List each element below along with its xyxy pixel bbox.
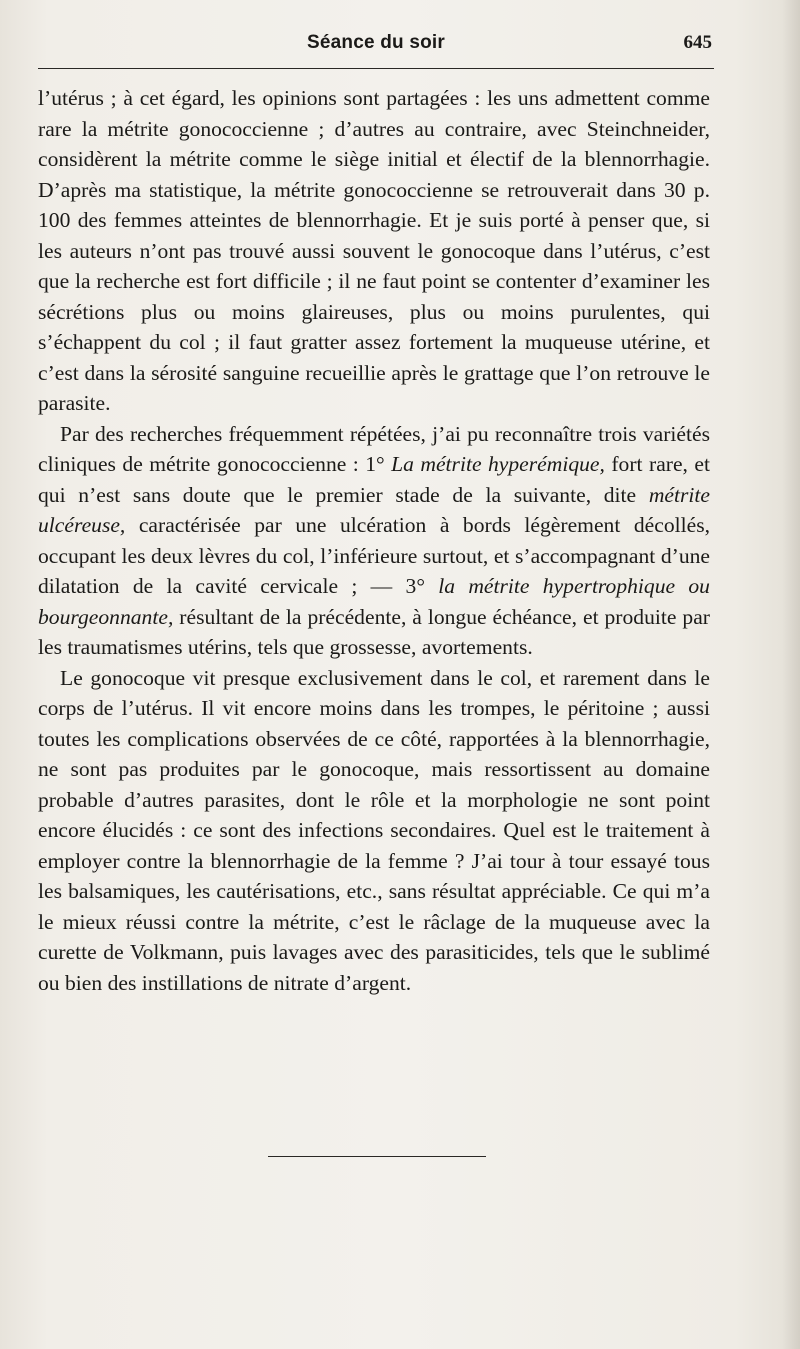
body-text [38, 83, 710, 998]
text-run: l’utérus ; à cet égard, les opinions sont partagées : les uns admettent comme rare la métrite gonococcienne ; d’autres au contraire, avec Steinchneider, considèrent la métrite comme le siège initial et électif de la blennorrhagie. D’après ma statistique, la métrite gonococcienne se retrouverait dans 30 p. 100 des femmes atteintes de blennorrhagie. Et je suis porté à penser que, si les auteurs n’ont pas trouvé aussi souvent le gonocoque dans l’utérus, c’est que la recherche est fort difficile ; il ne faut point se contenter d’examiner les sécrétions plus ou moins glaireuses, plus ou moins purulentes, qui s’échappent du col ; il faut gratter assez fortement la muqueuse utérine, et c’est dans la sérosité sanguine recueillie après le grattage que l’on retrouve le parasite. [38, 86, 710, 415]
text-run: fort rare, et qui n’est sans doute que le premier stade de la suivante, dite [38, 452, 710, 507]
italic-run: la métrite hypertrophique ou bourgeonnante, [38, 574, 710, 629]
italic-run: métrite ulcéreuse, [38, 482, 710, 537]
paragraph [38, 83, 710, 419]
text-run: Le gonocoque vit presque exclusivement dans le col, et rarement dans le corps de l’utérus. Il vit encore moins dans les trompes, le péritoine ; aussi toutes les complications observées de ce côté, rapportées à la blennorrhagie, ne sont pas produites par le gonocoque, mais ressortissent au domaine probable d’autres parasites, dont le rôle et la morphologie ne sont point encore élucidés : ce sont des infections secondaires. Quel est le traitement à employer contre la blennorrhagie de la femme ? J’ai tour à tour essayé tous les balsamiques, les cautérisations, etc., sans résultat appréciable. Ce qui m’a le mieux réussi contre la métrite, c’est le râclage de la muqueuse avec la curette de Volkmann, puis lavages avec des parasiticides, tels que le sublimé ou bien des instillations de nitrate d’argent. [38, 665, 710, 995]
text-run: résultant de la précédente, à longue échéance, et produite par les traumatismes utérins, tels que grossesse, avortements. [38, 604, 710, 659]
paragraph [38, 663, 710, 999]
text-run: caractérisée par une ulcération à bords légèrement décollés, occupant les deux lèvres du col, l’inférieure surtout, et s’accompagnant d’une dilatation de la cavité cervicale ; — 3° [38, 513, 710, 598]
running-head: Séance du soir [307, 32, 445, 53]
italic-run: La métrite hyperémique, [391, 452, 605, 476]
page-edge-shadow [782, 0, 800, 1349]
page-header [40, 28, 712, 62]
header-rule [38, 68, 714, 69]
paragraph [38, 419, 710, 663]
text-run: Par des recherches fréquemment répétées, j’ai pu reconnaître trois variétés cliniques de métrite gonococcienne : 1° [38, 421, 710, 476]
page-number: 645 [683, 32, 712, 53]
end-rule [268, 1156, 486, 1157]
